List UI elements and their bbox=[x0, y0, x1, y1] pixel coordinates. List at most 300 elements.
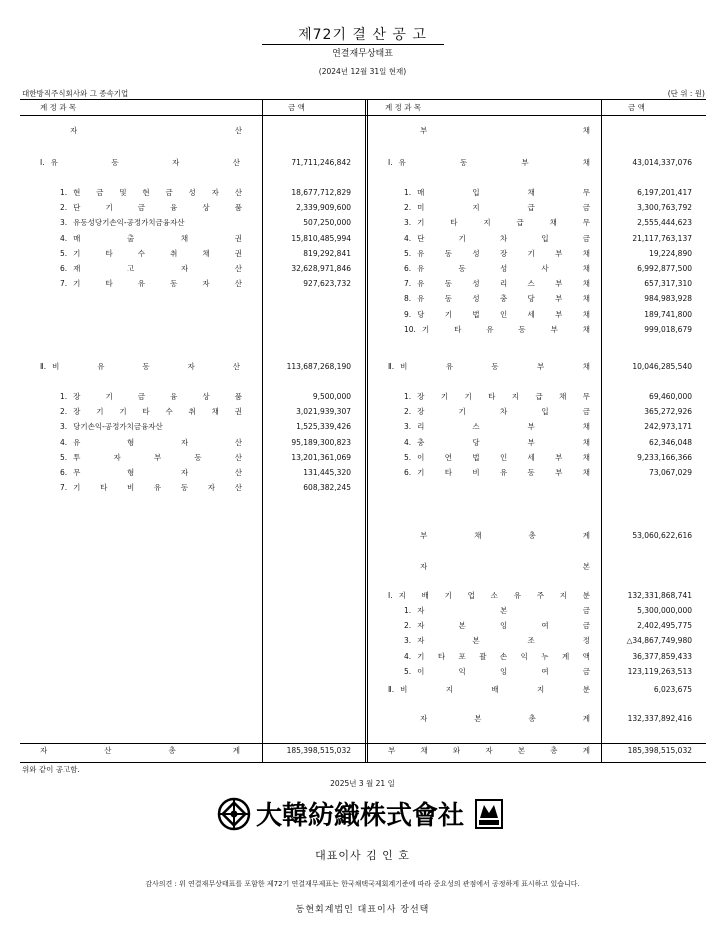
label-char: 산 bbox=[234, 452, 242, 462]
label-char: 충 bbox=[499, 294, 508, 304]
label-char: 출 bbox=[127, 233, 135, 243]
label-char: 성 bbox=[472, 279, 480, 289]
liabilities-noncurrent-item-amount: 365,272,926 bbox=[644, 407, 692, 417]
label-char: 리 bbox=[417, 422, 425, 432]
label-char: 자 bbox=[70, 126, 78, 135]
label-char: 단 bbox=[73, 203, 81, 213]
statement-date: (2024년 12월 31일 현재) bbox=[318, 67, 407, 76]
label-char: 산 bbox=[234, 126, 242, 135]
assets-current-item-amount: 18,677,712,829 bbox=[291, 188, 351, 197]
label-char: 채 bbox=[549, 218, 557, 228]
label-char: 계 bbox=[582, 714, 590, 723]
label-char: 비 bbox=[52, 362, 60, 371]
label-char: 부 bbox=[555, 294, 563, 304]
label-char: 금 bbox=[582, 606, 590, 615]
item-text bbox=[73, 187, 242, 199]
label-char: 부 bbox=[388, 746, 396, 755]
label-char: 익 bbox=[520, 651, 528, 661]
label-char: 형 bbox=[127, 468, 135, 477]
label-char: 품 bbox=[234, 203, 242, 213]
label-char: 유 bbox=[73, 437, 81, 447]
liabilities-current-item-amount: 2,555,444,623 bbox=[637, 218, 692, 228]
label-char: 인 bbox=[499, 452, 508, 462]
label-char: 기 bbox=[440, 392, 449, 401]
label-char: 사 bbox=[541, 264, 549, 273]
label-char: 채 bbox=[582, 158, 590, 167]
liabilities-current-item-label bbox=[404, 202, 590, 214]
label-char: 금 bbox=[137, 392, 146, 401]
label-char: 기 bbox=[73, 483, 81, 493]
item-number: Ⅱ. bbox=[40, 362, 47, 371]
label-char: 세 bbox=[527, 309, 535, 319]
label-char: 유 bbox=[417, 294, 425, 304]
assets-current-amount: 71,711,246,842 bbox=[291, 158, 351, 167]
label-char: 자 bbox=[180, 264, 189, 273]
item-number: 3. bbox=[60, 422, 68, 432]
assets-noncurrent-item-label bbox=[60, 437, 242, 449]
item-number: Ⅰ. bbox=[388, 158, 393, 167]
label-char: 유 bbox=[97, 362, 105, 371]
assets-current-item-label bbox=[60, 233, 242, 245]
liabilities-total-amount: 53,060,622,616 bbox=[632, 531, 692, 540]
liabilities-current-item-label bbox=[404, 233, 590, 245]
item-text bbox=[422, 324, 590, 336]
label-char: 부 bbox=[537, 362, 545, 371]
item-number: 4. bbox=[404, 437, 412, 447]
liabilities-current-item-amount: 21,117,763,137 bbox=[632, 233, 692, 243]
item-text bbox=[417, 391, 590, 403]
label-char: 취 bbox=[188, 407, 196, 417]
label-char: 무 bbox=[582, 392, 590, 401]
item-number: 5. bbox=[404, 666, 412, 676]
ceo-signature: 대표이사 김 인 호 bbox=[315, 849, 410, 862]
label-char: 지 bbox=[472, 203, 480, 213]
label-char: 유 bbox=[50, 158, 58, 167]
label-char: 성 bbox=[499, 264, 508, 273]
label-char: 스 bbox=[527, 279, 535, 289]
label-char: 채 bbox=[582, 422, 590, 432]
label-char: 급 bbox=[535, 392, 543, 401]
label-char: 지 bbox=[511, 392, 520, 401]
label-char: 금 bbox=[137, 203, 146, 213]
label-char: 잉 bbox=[499, 621, 508, 631]
item-text bbox=[73, 278, 242, 290]
assets-noncurrent-item-amount: 9,500,000 bbox=[312, 392, 351, 401]
label-char: 총 bbox=[550, 746, 558, 755]
label-char: 부 bbox=[420, 531, 428, 540]
item-number: Ⅰ. bbox=[40, 158, 45, 167]
label-char: 타 bbox=[100, 483, 108, 493]
title-underline bbox=[262, 44, 444, 45]
assets-current-item-label bbox=[60, 248, 242, 260]
label-char: 익 bbox=[458, 666, 466, 676]
label-char: 산 bbox=[234, 279, 242, 289]
audit-opinion: 감사의견 : 위 연결재무상태표를 포함한 제72기 연결재무제표는 한국채택국제회계기준에 따라 중요성의 관점에서 공정하게 표시하고 있습니다. bbox=[145, 880, 580, 888]
label-char: 자 bbox=[180, 437, 189, 447]
label-char: 차 bbox=[499, 233, 508, 243]
assets-current-item-amount: 2,339,909,600 bbox=[296, 203, 351, 213]
equity-controlling-item-label bbox=[404, 620, 590, 632]
statement-name: 연결재무상태표 bbox=[332, 49, 393, 59]
label-char: 기 bbox=[73, 279, 81, 289]
label-char: 산 bbox=[104, 746, 112, 755]
label-char: 배 bbox=[491, 685, 499, 694]
equity-controlling-item-amount: 123,119,263,513 bbox=[627, 666, 692, 676]
label-char: 기 bbox=[444, 591, 452, 600]
column-divider-double bbox=[365, 99, 368, 762]
item-text bbox=[417, 467, 590, 479]
assets-noncurrent-item-amount: 608,382,245 bbox=[303, 483, 351, 493]
label-char: 동 bbox=[518, 324, 526, 334]
item-text bbox=[417, 666, 590, 678]
item-number: 3. bbox=[404, 636, 412, 646]
liabilities-current-item-label bbox=[404, 248, 590, 260]
label-char: 채 bbox=[582, 294, 590, 304]
equity-controlling-item-label bbox=[404, 605, 590, 617]
label-char: 채 bbox=[559, 392, 567, 401]
item-text bbox=[417, 605, 590, 617]
notice-text: 위와 같이 공고함. bbox=[22, 765, 80, 774]
auditor-signature: 동현회계법인 대표이사 장선택 bbox=[295, 905, 430, 915]
item-text bbox=[417, 263, 590, 275]
company-logo-text: 大韓紡織株式會社 bbox=[256, 801, 465, 831]
grand-total-amount: 185,398,515,032 bbox=[627, 746, 692, 755]
liabilities-noncurrent-item-label bbox=[404, 406, 590, 418]
item-number: 6. bbox=[404, 468, 412, 477]
assets-noncurrent-item-label bbox=[60, 482, 242, 494]
unit-label: (단 위 : 원) bbox=[667, 89, 705, 98]
label-char: 부 bbox=[555, 309, 563, 319]
total-rule bbox=[20, 743, 706, 744]
label-char: 유 bbox=[445, 362, 453, 371]
liabilities-noncurrent-label bbox=[388, 361, 590, 373]
label-char: 금 bbox=[582, 407, 590, 417]
item-text bbox=[417, 406, 590, 418]
liabilities-current-item-label bbox=[404, 187, 590, 199]
label-char: 품 bbox=[234, 392, 242, 401]
item-number: 6. bbox=[60, 264, 68, 273]
label-char: 자 bbox=[207, 483, 216, 493]
liabilities-noncurrent-item-amount: 69,460,000 bbox=[649, 392, 692, 401]
liabilities-current-item-amount: 6,992,877,500 bbox=[637, 264, 692, 273]
label-char: 타 bbox=[444, 468, 452, 477]
label-char: 여 bbox=[541, 621, 549, 631]
label-char: 분 bbox=[582, 685, 590, 694]
item-text bbox=[400, 684, 590, 696]
assets-total-amount: 185,398,515,032 bbox=[286, 746, 351, 755]
label-char: 매 bbox=[417, 188, 425, 197]
label-char: 융 bbox=[170, 203, 178, 213]
liabilities-noncurrent-item-amount: 9,233,166,366 bbox=[637, 452, 692, 462]
label-char: 당기손익-공정가치금융자산 bbox=[73, 422, 163, 432]
label-char: 유 bbox=[417, 248, 425, 258]
assets-current-item-label bbox=[60, 278, 242, 290]
liabilities-current-item-label bbox=[404, 309, 590, 321]
equity-controlling-item-label bbox=[404, 635, 590, 647]
item-text bbox=[417, 452, 590, 464]
item-text bbox=[417, 248, 590, 260]
label-char: 유 bbox=[417, 279, 425, 289]
item-text bbox=[399, 157, 590, 169]
label-char: 기 bbox=[105, 392, 113, 401]
item-text bbox=[73, 421, 242, 433]
liabilities-current-item-amount: 657,317,310 bbox=[644, 279, 692, 289]
label-char: 장 bbox=[73, 407, 81, 417]
label-char: 채 bbox=[582, 279, 590, 289]
label-char: 주 bbox=[536, 591, 544, 600]
label-char: 동 bbox=[458, 264, 466, 273]
item-text bbox=[417, 635, 590, 647]
item-number: 1. bbox=[404, 606, 412, 615]
label-char: 괄 bbox=[479, 651, 487, 661]
item-number: 5. bbox=[60, 452, 68, 462]
item-text bbox=[73, 248, 242, 260]
item-text bbox=[417, 651, 590, 663]
label-char: 급 bbox=[516, 218, 524, 228]
equity-total-amount: 132,337,892,416 bbox=[627, 714, 692, 723]
item-text bbox=[73, 467, 242, 479]
label-char: 유 bbox=[513, 591, 521, 600]
item-number: 9. bbox=[404, 309, 412, 319]
liabilities-noncurrent-item-amount: 73,067,029 bbox=[649, 468, 692, 477]
equity-controlling-label bbox=[388, 590, 590, 602]
label-char: 채 bbox=[582, 437, 590, 447]
label-char: 부 bbox=[153, 452, 162, 462]
liabilities-section-label bbox=[420, 125, 590, 137]
item-text bbox=[417, 309, 590, 321]
label-char: 금 bbox=[582, 666, 590, 676]
label-char: 유 bbox=[153, 483, 162, 493]
label-char: 채 bbox=[527, 188, 535, 197]
label-char: 유 bbox=[137, 279, 146, 289]
label-char: 수 bbox=[137, 248, 146, 258]
label-char: 자 bbox=[211, 188, 219, 197]
item-text bbox=[73, 233, 242, 245]
item-text bbox=[417, 620, 590, 632]
item-number: Ⅱ. bbox=[388, 685, 395, 694]
liabilities-noncurrent-item-label bbox=[404, 452, 590, 464]
liabilities-current-item-amount: 19,224,890 bbox=[649, 248, 692, 258]
label-char: 고 bbox=[127, 264, 135, 273]
label-char: 채 bbox=[211, 407, 219, 417]
item-number: 6. bbox=[60, 468, 68, 477]
label-char: 본 bbox=[517, 746, 526, 755]
item-number: 3. bbox=[404, 422, 412, 432]
label-char: 세 bbox=[527, 452, 535, 462]
label-char: 매 bbox=[73, 233, 81, 243]
assets-noncurrent-item-label bbox=[60, 406, 242, 418]
label-char: 권 bbox=[234, 233, 242, 243]
assets-noncurrent-item-label bbox=[60, 452, 242, 464]
label-char: 총 bbox=[528, 714, 536, 723]
label-char: 자 bbox=[417, 621, 425, 631]
item-number: 1. bbox=[60, 392, 68, 401]
label-char: 조 bbox=[527, 636, 535, 646]
equity-noncontrolling-amount: 6,023,675 bbox=[653, 685, 692, 694]
label-char: 총 bbox=[168, 746, 176, 755]
label-char: 스 bbox=[472, 422, 480, 432]
item-text bbox=[417, 202, 590, 214]
label-char: 비 bbox=[127, 483, 135, 493]
label-char: 차 bbox=[499, 407, 508, 417]
label-char: 산 bbox=[232, 362, 240, 371]
label-char: 비 bbox=[400, 685, 408, 694]
label-char: 법 bbox=[472, 452, 480, 462]
item-number: 2. bbox=[60, 407, 68, 417]
item-text bbox=[73, 217, 242, 229]
label-char: 금 bbox=[582, 203, 590, 213]
label-char: 기 bbox=[73, 248, 81, 258]
label-char: 자 bbox=[40, 746, 48, 755]
assets-section-label bbox=[70, 125, 242, 137]
liabilities-noncurrent-item-amount: 242,973,171 bbox=[644, 422, 692, 432]
equity-controlling-amount: 132,331,868,741 bbox=[627, 591, 692, 600]
label-char: 유 bbox=[417, 264, 425, 273]
item-number: 8. bbox=[404, 294, 412, 304]
label-char: 수 bbox=[165, 407, 173, 417]
equity-controlling-item-amount: △34,867,749,980 bbox=[626, 636, 692, 646]
label-char: 동 bbox=[180, 483, 189, 493]
liabilities-current-item-label bbox=[404, 263, 590, 275]
label-char: 포 bbox=[458, 651, 466, 661]
liabilities-current-item-label bbox=[404, 324, 590, 336]
item-number: 2. bbox=[404, 407, 412, 417]
label-char: 비 bbox=[400, 362, 408, 371]
label-char: 재 bbox=[73, 264, 81, 273]
label-char: 잉 bbox=[499, 666, 508, 676]
liabilities-current-label bbox=[388, 157, 590, 169]
label-char: 부 bbox=[527, 437, 535, 447]
label-char: 성 bbox=[472, 294, 480, 304]
label-char: 채 bbox=[202, 248, 210, 258]
label-char: 및 bbox=[119, 188, 127, 197]
label-char: 채 bbox=[582, 248, 590, 258]
liabilities-noncurrent-item-label bbox=[404, 467, 590, 479]
header-account-text: 계 정 과 목 bbox=[40, 103, 77, 112]
label-char: 계 bbox=[561, 651, 570, 661]
label-char: 자 bbox=[172, 158, 180, 167]
label-char: 충 bbox=[417, 437, 425, 447]
liabilities-current-item-amount: 3,300,763,792 bbox=[637, 203, 692, 213]
assets-noncurrent-label bbox=[40, 361, 240, 373]
label-char: 기 bbox=[458, 407, 466, 417]
label-char: 동 bbox=[444, 294, 452, 304]
label-char: 타 bbox=[488, 392, 496, 401]
label-char: 채 bbox=[582, 126, 590, 135]
page-title: 제72기 결 산 공 고 bbox=[298, 27, 427, 43]
label-char: 타 bbox=[105, 248, 113, 258]
liabilities-current-item-amount: 999,018,679 bbox=[644, 324, 692, 334]
label-char: 당 bbox=[417, 309, 425, 319]
label-char: 타 bbox=[454, 324, 462, 334]
item-number: 10. bbox=[404, 324, 416, 334]
assets-current-item-label bbox=[60, 217, 242, 229]
header-amount-right: 금 액 bbox=[628, 103, 645, 112]
label-char: 금 bbox=[582, 233, 590, 243]
label-char: 기 bbox=[417, 651, 425, 661]
label-char: 여 bbox=[541, 666, 549, 676]
label-char: 본 bbox=[474, 714, 482, 723]
liabilities-total-label bbox=[420, 530, 590, 542]
label-char: 채 bbox=[180, 233, 189, 243]
label-char: 부 bbox=[527, 422, 535, 432]
header-account-text: 계 정 과 목 bbox=[385, 103, 422, 112]
label-char: 자 bbox=[420, 562, 428, 571]
assets-current-item-label bbox=[60, 263, 242, 275]
assets-current-label bbox=[40, 157, 240, 169]
equity-noncontrolling-label bbox=[388, 684, 590, 696]
label-char: 자 bbox=[180, 468, 189, 477]
item-text bbox=[417, 421, 590, 433]
liabilities-current-item-amount: 189,741,800 bbox=[644, 309, 692, 319]
item-number: 5. bbox=[404, 452, 412, 462]
label-char: 투 bbox=[73, 452, 81, 462]
liabilities-current-item-label bbox=[404, 217, 590, 229]
item-number: Ⅰ. bbox=[388, 591, 393, 600]
label-char: 기 bbox=[458, 233, 466, 243]
liabilities-noncurrent-item-label bbox=[404, 437, 590, 449]
label-char: 금 bbox=[165, 188, 173, 197]
item-number: 2. bbox=[404, 203, 412, 213]
liabilities-noncurrent-item-label bbox=[404, 391, 590, 403]
label-char: 본 bbox=[458, 621, 466, 631]
label-char: 산 bbox=[234, 483, 242, 493]
item-number: 4. bbox=[60, 437, 68, 447]
label-char: 융 bbox=[170, 392, 178, 401]
equity-controlling-item-amount: 5,300,000,000 bbox=[637, 606, 692, 615]
label-char: 상 bbox=[202, 392, 210, 401]
assets-current-item-amount: 927,623,732 bbox=[303, 279, 351, 289]
label-char: 타 bbox=[450, 218, 458, 228]
equity-section-label bbox=[420, 561, 590, 573]
label-char: 금 bbox=[96, 188, 104, 197]
label-char: 산 bbox=[232, 158, 240, 167]
header-account-right bbox=[385, 102, 590, 113]
column-divider bbox=[601, 99, 602, 762]
assets-current-item-amount: 507,250,000 bbox=[303, 218, 351, 228]
label-char: 기 bbox=[464, 392, 472, 401]
liabilities-noncurrent-item-label bbox=[404, 421, 590, 433]
label-char: 인 bbox=[499, 309, 508, 319]
column-divider bbox=[262, 99, 263, 762]
item-number: 2. bbox=[404, 621, 412, 631]
label-char: 장 bbox=[417, 392, 425, 401]
label-char: 당 bbox=[527, 294, 535, 304]
item-number: 6. bbox=[404, 264, 412, 273]
label-char: 동 bbox=[459, 158, 468, 167]
assets-noncurrent-item-amount: 95,189,300,823 bbox=[291, 437, 351, 447]
label-char: 장 bbox=[499, 248, 508, 258]
company-logo bbox=[216, 795, 506, 833]
item-number: 5. bbox=[60, 248, 68, 258]
header-amount-left: 금 액 bbox=[288, 103, 305, 112]
label-char: 리 bbox=[499, 279, 508, 289]
label-char: 채 bbox=[582, 362, 590, 371]
label-char: 동 bbox=[142, 362, 150, 371]
item-text bbox=[73, 263, 242, 275]
label-char: 채 bbox=[582, 264, 590, 273]
grand-total-label bbox=[388, 745, 590, 757]
label-char: 동 bbox=[111, 158, 119, 167]
item-text bbox=[73, 452, 242, 464]
label-char: 유동성당기손익-공정가치금융자산 bbox=[73, 218, 185, 228]
label-char: 동 bbox=[444, 279, 452, 289]
label-char: 기 bbox=[527, 248, 535, 258]
label-char: 연 bbox=[444, 452, 452, 462]
label-char: 기 bbox=[96, 407, 104, 417]
label-char: 산 bbox=[234, 188, 242, 197]
label-char: 액 bbox=[582, 651, 590, 661]
